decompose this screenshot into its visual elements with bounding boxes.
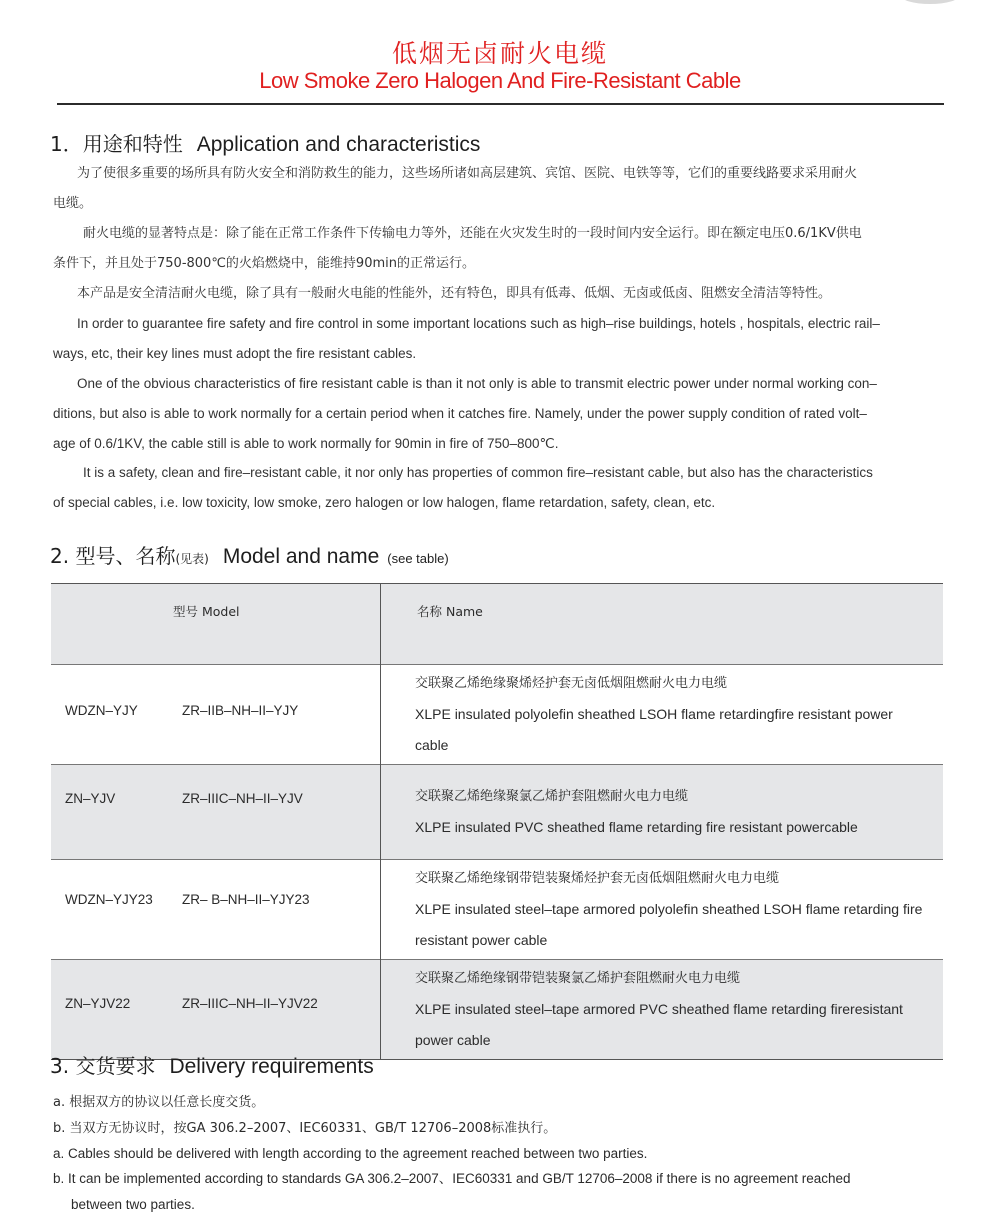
section-1-cn-paragraph-2 [53, 219, 975, 279]
section-1-en-paragraph-3 [53, 458, 975, 518]
name-en-line-1: XLPE insulated steel–tape armored polyolefin sheathed LSOH flame retarding fire [415, 901, 923, 917]
model-code-2: ZR–IIIC–NH–II–YJV22 [182, 996, 318, 1011]
name-cn: 交联聚乙烯绝缘钢带铠装聚烯烃护套无卤低烟阻燃耐火电力电缆 [415, 871, 780, 886]
paragraph-text: age of 0.6/1KV, the cable still is able to work normally for 90min in fire of 750–800℃. [53, 436, 559, 451]
table-row [51, 860, 943, 960]
paragraph-text: of special cables, i.e. low toxicity, low smoke, zero halogen or low halogen, flame retardation, safety, clean, etc. [53, 495, 716, 510]
delivery-item-cn-a: a. 根据双方的协议以任意长度交货。 [53, 1095, 265, 1110]
paragraph-text: 本产品是安全清洁耐火电缆，除了具有一般耐火电能的性能外，还有特色，即具有低毒、低烟、无卤或低卤、阻燃安全清洁等特性。 [77, 286, 832, 301]
section-2-heading-en-wrap [223, 545, 449, 568]
name-en-line-1: XLPE insulated polyolefin sheathed LSOH flame retardingfire resistant power [415, 706, 893, 722]
delivery-item-en-b [53, 1166, 973, 1218]
corner-decoration [900, 0, 960, 4]
model-cell [51, 860, 381, 960]
section-3-heading [50, 1050, 374, 1079]
title-divider [57, 103, 944, 105]
name-en-line-2: resistant power cable [415, 932, 548, 948]
paragraph-text: One of the obvious characteristics of fire resistant cable is than it not only is able to transmit electric power under normal working con– [77, 376, 877, 391]
model-code-2: ZR–IIB–NH–II–YJY [182, 703, 299, 718]
name-cell [381, 665, 944, 765]
name-cell [381, 860, 944, 960]
section-1-heading [50, 128, 480, 157]
model-cell [51, 665, 381, 765]
name-cn: 交联聚乙烯绝缘聚氯乙烯护套阻燃耐火电力电缆 [415, 789, 689, 804]
paragraph-text: In order to guarantee fire safety and fire control in some important locations such as high–rise buildings, hotels , hospitals, electric rail– [77, 316, 880, 331]
section-1-en-paragraph-2 [53, 369, 975, 459]
section-1-heading-en: Application and characteristics [196, 133, 481, 156]
table-row [51, 960, 943, 1060]
model-code-2: ZR–IIIC–NH–II–YJV [182, 791, 303, 806]
paragraph-text: 条件下，并且处于750-800℃的火焰燃烧中，能维持90min的正常运行。 [53, 256, 475, 271]
page-title-cn: 低烟无卤耐火电缆 [391, 39, 608, 68]
table-row [51, 665, 943, 765]
paragraph-text: 耐火电缆的显著特点是：除了能在正常工作条件下传输电力等外，还能在火灾发生时的一段时间内安全运行。即在额定电压0.6/1KV供电 [83, 226, 862, 241]
section-2-heading-en: Model and name [222, 545, 380, 568]
model-code-1: WDZN–YJY23 [65, 892, 153, 907]
table-row [51, 765, 943, 860]
name-en-line-2: cable [415, 737, 449, 753]
name-cn: 交联聚乙烯绝缘钢带铠装聚氯乙烯护套阻燃耐火电力电缆 [415, 971, 741, 986]
name-en-line-2: power cable [415, 1032, 491, 1048]
section-2-heading-cn: 2. 型号、名称 [50, 544, 176, 568]
paragraph-text: It is a safety, clean and fire–resistant cable, it nor only has properties of common fire–resistant cable, but also has the characteristics [83, 465, 873, 480]
section-1-en-paragraph-1 [53, 309, 975, 369]
table-header-model: 型号 Model [51, 584, 381, 665]
name-en-line-1: XLPE insulated steel–tape armored PVC sheathed flame retarding fireresistant [415, 1001, 903, 1017]
name-cell [381, 960, 944, 1060]
delivery-item-en-b-line-1: b. It can be implemented according to standards GA 306.2–2007、IEC60331 and GB/T 12706–2008 if there is no agreement reached [53, 1171, 851, 1186]
name-cell [381, 765, 944, 860]
model-code-1: WDZN–YJY [65, 703, 138, 718]
paragraph-text: 为了使很多重要的场所具有防火安全和消防救生的能力，这些场所诸如高层建筑、宾馆、医院、电铁等等，它们的重要线路要求采用耐火 [77, 166, 858, 181]
section-1-cn-paragraph-1 [53, 159, 975, 219]
page-title-en: Low Smoke Zero Halogen And Fire-Resistant Cable [259, 68, 741, 93]
section-2-heading-en-note: (see table) [387, 551, 449, 566]
model-code-1: ZN–YJV [65, 791, 116, 806]
section-3-heading-en: Delivery requirements [169, 1055, 374, 1078]
model-cell [51, 960, 381, 1060]
paragraph-text: ditions, but also is able to work normally for a certain period when it catches fire. Namely, under the power supply condition of rated volt– [53, 406, 867, 421]
delivery-item-cn-b: b. 当双方无协议时，按GA 306.2–2007、IEC60331、GB/T 12706–2008标准执行。 [53, 1121, 557, 1136]
delivery-item-en-a: a. Cables should be delivered with length according to the agreement reached between two parties. [53, 1146, 648, 1161]
paragraph-text: ways, etc, their key lines must adopt the fire resistant cables. [53, 346, 417, 361]
table-header-name: 名称 Name [381, 584, 944, 665]
paragraph-text: 电缆。 [53, 196, 93, 211]
delivery-item-en-b-line-2: between two parties. [71, 1197, 195, 1212]
name-cn: 交联聚乙烯绝缘聚烯烃护套无卤低烟阻燃耐火电力电缆 [415, 676, 728, 691]
model-code-1: ZN–YJV22 [65, 996, 131, 1011]
section-3-heading-cn: 3. 交货要求 [50, 1054, 156, 1078]
model-name-table [51, 583, 943, 1060]
table-header-row [51, 584, 943, 665]
name-en-line-1: XLPE insulated PVC sheathed flame retarding fire resistant powercable [415, 819, 858, 835]
model-code-2: ZR– B–NH–II–YJY23 [182, 892, 310, 907]
section-1-heading-cn: 1．用途和特性 [50, 132, 183, 156]
section-2-heading [50, 540, 449, 569]
section-2-heading-cn-note: (见表) [175, 552, 209, 566]
section-1-cn-paragraph-3 [53, 279, 975, 309]
model-cell [51, 765, 381, 860]
